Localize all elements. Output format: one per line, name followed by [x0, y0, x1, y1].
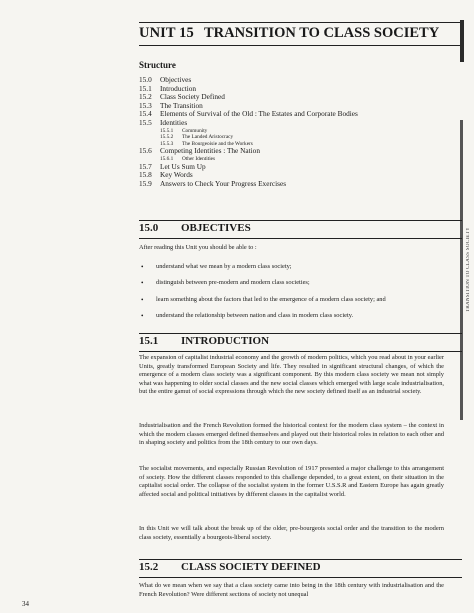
structure-item-number: 15.1 [139, 83, 152, 93]
objective-text: distinguish between pre-modern and modern class societies; [156, 279, 310, 286]
structure-item-text: Introduction [160, 83, 197, 93]
structure-item-number: 15.6 [139, 146, 152, 156]
structure-item-number: 15.0 [139, 75, 152, 84]
structure-item-number: 15.8 [139, 170, 152, 180]
structure-item [139, 119, 439, 128]
structure-item-number: 15.7 [139, 161, 152, 171]
structure-item-text: Key Words [160, 170, 193, 180]
section-title: CLASS SOCIETY DEFINED [181, 561, 321, 573]
introduction-paragraph: The expansion of capitalist industrial economy and the growth of modern politics, which you read about in your earlier Units, greatly transformed European Society and life. They resulted in significant structural changes, of which the emergence of a modern class society was a significant component. By this modern class society we mean not simply what was happening to older social classes and the new social classes which emerged with large scale industrialisation, but the entire gamut of social expressions through which the new society defined itself as an industrial society. [139, 354, 444, 396]
structure-item-number: 15.6.1 [160, 155, 174, 162]
introduction-paragraph: The socialist movements, and especially Russian Revolution of 1917 presented a major challenge to this arrangement of society. How the different classes responded to this challenge depended, to a great extent, on their situation in the capitalist social order. The collapse of the socialist system in the former U.S.S.R and Eastern Europe has again greatly affected social and political initiatives by different classes in the capitalist world. [139, 465, 444, 498]
unit-title: TRANSITION TO CLASS SOCIETY [204, 25, 440, 41]
section-title: INTRODUCTION [181, 335, 270, 347]
structure-item-number: 15.4 [139, 109, 152, 119]
section-class-society-heading [139, 559, 462, 578]
objective-text: understand the relationship between nation and class in modern class society. [156, 312, 354, 319]
structure-item-text: Community [182, 127, 208, 134]
structure-item-number: 15.5 [139, 117, 152, 127]
page-number: 34 [22, 600, 29, 608]
header-rule-top [139, 22, 462, 23]
bullet-icon: • [141, 296, 144, 304]
section-introduction-heading [139, 333, 462, 352]
margin-label: TRANSITION TO CLASS SOCIETY [466, 227, 471, 313]
margin-bar-middle [460, 120, 463, 420]
structure-heading: Structure [139, 60, 176, 70]
structure-item [139, 147, 439, 156]
section-number: 15.0 [139, 222, 159, 234]
structure-item-text: The Landed Aristocracy [182, 134, 234, 141]
structure-subitem [139, 134, 439, 141]
objective-text: learn something about the factors that led to the emergence of a modern class society; and [156, 296, 386, 303]
structure-item-text: Identities [160, 117, 188, 127]
bullet-icon: • [141, 279, 144, 287]
structure-item-text: The Bourgeoisie and the Workers [182, 140, 253, 147]
section-title: OBJECTIVES [181, 222, 251, 234]
unit-number: UNIT 15 [139, 25, 194, 41]
structure-item-text: The Transition [160, 100, 203, 110]
structure-item-text: Let Us Sum Up [160, 161, 206, 171]
structure-item-number: 15.2 [139, 92, 152, 102]
structure-item-number: 15.9 [139, 178, 152, 188]
section-number: 15.1 [139, 335, 159, 347]
structure-item-number: 15.5.1 [160, 127, 174, 134]
introduction-paragraph: In this Unit we will talk about the break up of the older, pre-bourgeois social order and the transition to the modern class society, essentially a bourgeois-liberal society. [139, 525, 444, 541]
objective-text: understand what we mean by a modern class society; [156, 263, 292, 270]
structure-item-text: Elements of Survival of the Old : The Estates and Corporate Bodies [160, 109, 358, 119]
structure-item-text: Answers to Check Your Progress Exercises [160, 178, 287, 188]
structure-item-number: 15.5.2 [160, 134, 174, 141]
bullet-icon: • [141, 263, 144, 271]
section-number: 15.2 [139, 561, 159, 573]
margin-bar-top [460, 20, 464, 62]
margin-vertical-text [465, 130, 472, 410]
structure-item-text: Objectives [160, 75, 192, 84]
structure-subitem [139, 128, 439, 135]
structure-item-number: 15.5.3 [160, 140, 174, 147]
header-rule-bottom [139, 45, 462, 46]
structure-list [139, 76, 439, 188]
class-society-paragraph: What do we mean when we say that a class society came into being in the 18th century with industrialisation and the French Revolution? Were different sections of society not unequal [139, 582, 444, 598]
structure-item [139, 180, 439, 189]
structure-item-text: Competing Identities : The Nation [160, 146, 260, 156]
section-objectives-heading [139, 220, 462, 239]
introduction-paragraph: Industrialisation and the French Revolution formed the historical context for the modern class system – the context in which the modern classes emerged defined themselves and played out their historical roles in relation to each other and in shaping society and politics from the 18th century to our own days. [139, 422, 444, 447]
bullet-icon: • [141, 312, 144, 320]
objectives-intro: After reading this Unit you should be able to : [139, 244, 257, 251]
structure-item-text: Other Identities [182, 155, 216, 162]
structure-item-number: 15.3 [139, 100, 152, 110]
structure-item-text: Class Society Defined [160, 92, 225, 102]
